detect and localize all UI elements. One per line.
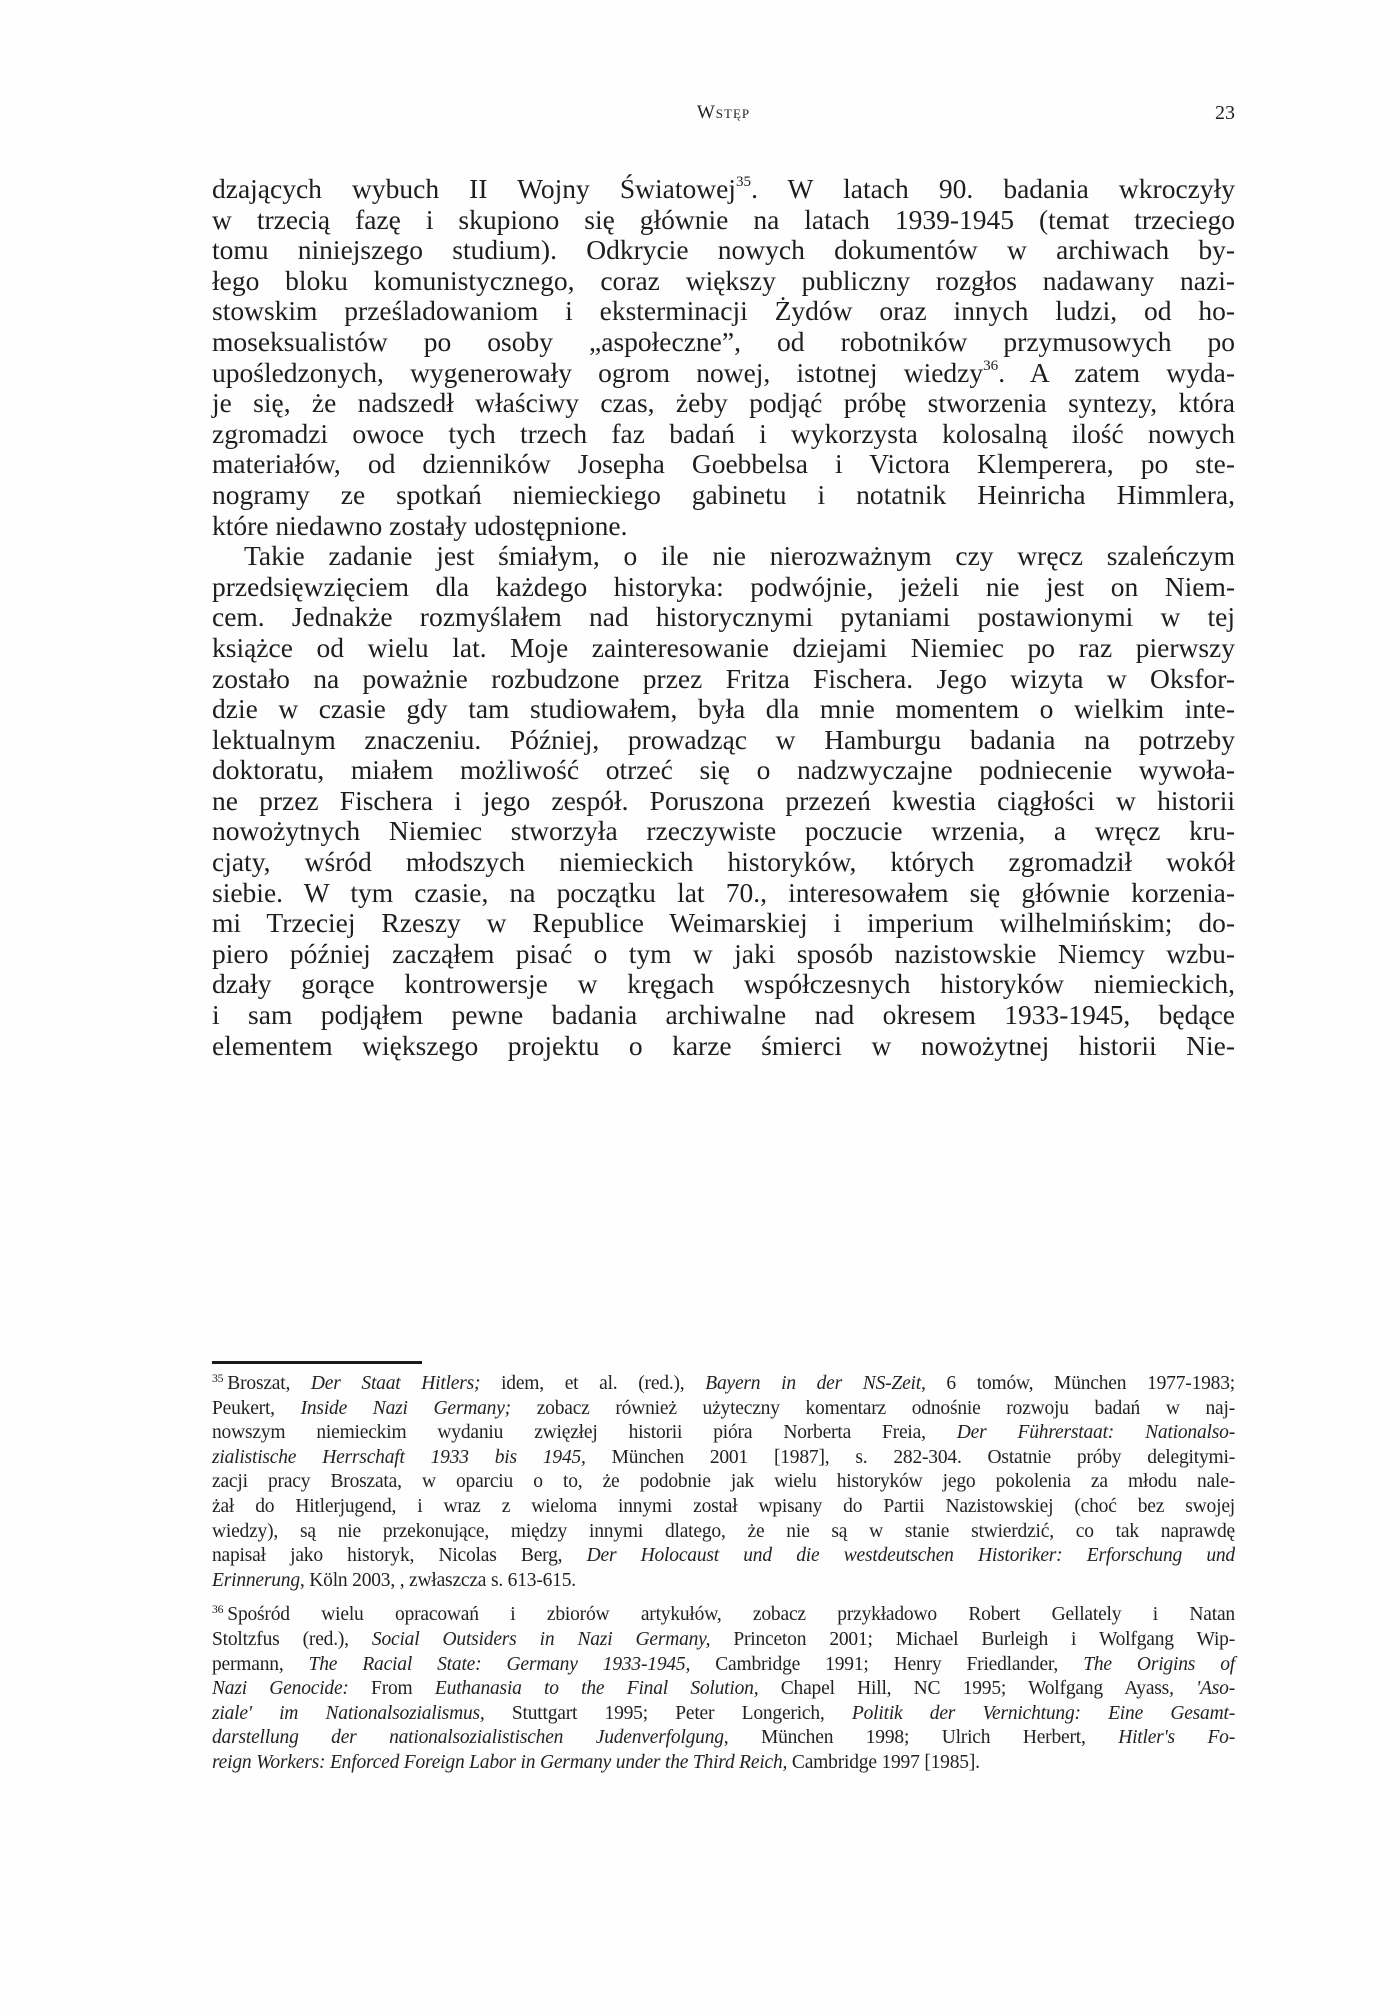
text-line: w trzecią fazę i skupiono się głównie na latach 1939-1945 (temat trzeciego bbox=[212, 203, 1235, 235]
footnote-line bbox=[212, 1372, 1235, 1397]
citation-title: The Origins of bbox=[1083, 1653, 1235, 1675]
text-line: elementem większego projektu o karze śmierci w nowożytnej historii Nie- bbox=[212, 1029, 1235, 1061]
text-line: łego bloku komunistycznego, coraz większy publiczny rozgłos nadawany nazi- bbox=[212, 264, 1235, 296]
citation-text: wiedzy), są nie przekonujące, między innymi dlatego, że nie są w stanie stwierdzić, co tak naprawdę bbox=[212, 1520, 1235, 1542]
footnote-line bbox=[212, 1653, 1235, 1678]
citation-text: München 1998; Ulrich Herbert, bbox=[728, 1727, 1119, 1749]
chapter-title: Wstęp bbox=[696, 102, 751, 123]
citation-text: München 2001 [1987], s. 282-304. Ostatnie próby delegitymi- bbox=[585, 1446, 1235, 1468]
citation-text: Broszat, bbox=[227, 1373, 311, 1394]
text-line: piero później zacząłem pisać o tym w jaki sposób nazistowskie Niemcy wzbu- bbox=[212, 937, 1235, 969]
text-line: które niedawno zostały udostępnione. bbox=[212, 509, 628, 541]
footnote-reference[interactable]: 36 bbox=[983, 357, 999, 374]
citation-text: Spośród wielu opracowań i zbiorów artykułów, zobacz przykładowo Robert Gellately i Natan bbox=[227, 1604, 1235, 1626]
citation-text: idem, et al. (red.), bbox=[480, 1373, 706, 1394]
citation-title: darstellung der nationalsozialistischen Judenverfolgung, bbox=[212, 1727, 729, 1749]
citation-title: Euthanasia to the Final Solution, bbox=[434, 1678, 759, 1700]
footnote-separator bbox=[212, 1361, 422, 1364]
text-line: materiałów, od dzienników Josepha Goebbelsa i Victora Klemperera, po ste- bbox=[212, 448, 1235, 480]
paragraph bbox=[212, 174, 1235, 541]
citation-title: Nazi Genocide: bbox=[212, 1678, 349, 1700]
text-line: przedsięwzięciem dla każdego historyka: podwójnie, jeżeli nie jest on Niem- bbox=[212, 570, 1235, 602]
citation-text: Princeton 2001; Michael Burleigh i Wolfgang Wip- bbox=[710, 1628, 1235, 1650]
citation-text: Stoltzfus (red.), bbox=[212, 1628, 372, 1650]
citation-text: Cambridge 1997 [1985]. bbox=[787, 1751, 980, 1773]
text-line: zgromadzi owoce tych trzech faz badań i wykorzysta kolosalną ilość nowych bbox=[212, 417, 1235, 449]
citation-title: reign Workers: Enforced Foreign Labor in Germany under the Third Reich, bbox=[212, 1751, 788, 1773]
footnote-line bbox=[212, 1470, 1235, 1495]
footnote-35 bbox=[212, 1372, 1235, 1593]
citation-text: 6 tomów, München 1977-1983; bbox=[925, 1373, 1235, 1394]
citation-title: Erinnerung, bbox=[212, 1569, 305, 1591]
citation-title: Der Holocaust und die westdeutschen Historiker: Erforschung und bbox=[586, 1545, 1235, 1567]
main-text bbox=[212, 174, 1235, 1061]
page-number: 23 bbox=[1215, 102, 1235, 124]
citation-title: Inside Nazi Germany; bbox=[300, 1397, 511, 1419]
citation-text: Chapel Hill, NC 1995; Wolfgang Ayass, bbox=[758, 1678, 1197, 1700]
footnote-line bbox=[212, 1569, 1235, 1594]
paragraph bbox=[212, 541, 1235, 1061]
text-line: moseksualistów po osoby „aspołeczne”, od robotników przymusowych po bbox=[212, 325, 1235, 357]
text-line: upośledzonych, wygenerowały ogrom nowej, istotnej wiedzy$^{36}$. A zatem wyda- bbox=[212, 356, 1235, 388]
footnote-number: 36 bbox=[212, 1603, 224, 1617]
citation-text: zacji pracy Broszata, w oparciu o to, że podobnie jak wielu historyków jego pokolenia za młodu nale- bbox=[212, 1471, 1235, 1493]
footnote-line bbox=[212, 1628, 1235, 1653]
text-line: dzały gorące kontrowersje w kręgach współczesnych historyków niemieckich, bbox=[212, 968, 1235, 1000]
citation-title: Social Outsiders in Nazi Germany, bbox=[371, 1628, 711, 1650]
citation-title: Politik der Vernichtung: Eine Gesamt- bbox=[851, 1702, 1235, 1724]
citation-text: nowszym niemieckim wydaniu zwięzłej historii pióra Norberta Freia, bbox=[212, 1422, 957, 1444]
running-header bbox=[212, 102, 1235, 132]
citation-title: ziale' im Nationalsozialismus, bbox=[212, 1702, 485, 1724]
citation-text: Köln 2003, , zwłaszcza s. 613-615. bbox=[304, 1569, 576, 1591]
citation-title: Bayern in der NS-Zeit, bbox=[705, 1373, 926, 1394]
footnote-number: 35 bbox=[212, 1371, 224, 1385]
text-line: lektualnym znaczeniu. Później, prowadząc w Hamburgu badania na potrzeby bbox=[212, 723, 1235, 755]
text-line: zostało na poważnie rozbudzone przez Fritza Fischera. Jego wizyta w Oksfor- bbox=[212, 662, 1235, 694]
text-line: ne przez Fischera i jego zespół. Poruszona przezeń kwestia ciągłości w historii bbox=[212, 784, 1235, 816]
citation-title: Der Staat Hitlers; bbox=[310, 1373, 481, 1394]
citation-title: zialistische Herrschaft 1933 bis 1945, bbox=[212, 1446, 586, 1468]
citation-title: Hitler's Fo- bbox=[1118, 1727, 1236, 1749]
footnote-36 bbox=[212, 1603, 1235, 1775]
footnote-line bbox=[212, 1495, 1235, 1520]
text-line: i sam podjąłem pewne badania archiwalne nad okresem 1933-1945, będące bbox=[212, 999, 1235, 1031]
citation-text: zobacz również użyteczny komentarz odnośnie rozwoju badań w naj- bbox=[510, 1397, 1235, 1419]
footnote-line bbox=[212, 1520, 1235, 1545]
footnote-line bbox=[212, 1726, 1235, 1751]
footnote-line bbox=[212, 1702, 1235, 1727]
citation-text: From bbox=[348, 1678, 435, 1700]
footnotes bbox=[212, 1372, 1235, 1786]
text-line: cjaty, wśród młodszych niemieckich historyków, których zgromadził wokół bbox=[212, 846, 1235, 878]
footnote-line bbox=[212, 1751, 1235, 1776]
text-line: cem. Jednakże rozmyślałem nad historycznymi pytaniami postawionymi w tej bbox=[212, 601, 1235, 633]
text-line: Takie zadanie jest śmiałym, o ile nie nierozważnym czy wręcz szaleńczym bbox=[244, 540, 1235, 572]
text-line: nowożytnych Niemiec stworzyła rzeczywiste poczucie wrzenia, a wręcz kru- bbox=[212, 815, 1235, 847]
text-line: je się, że nadszedł właściwy czas, żeby podjąć próbę stworzenia syntezy, która bbox=[212, 387, 1235, 419]
text-line: nogramy ze spotkań niemieckiego gabinetu i notatnik Heinricha Himmlera, bbox=[212, 478, 1235, 510]
text-line: mi Trzeciej Rzeszy w Republice Weimarskiej i imperium wilhelmińskim; do- bbox=[212, 907, 1235, 939]
text-line: siebie. W tym czasie, na początku lat 70., interesowałem się głównie korzenia- bbox=[212, 876, 1235, 908]
text-line: książce od wielu lat. Moje zainteresowanie dziejami Niemiec po raz pierwszy bbox=[212, 631, 1235, 663]
citation-title: Der Führerstaat: Nationalso- bbox=[956, 1422, 1235, 1444]
citation-text: Peukert, bbox=[212, 1397, 301, 1419]
text-line: tomu niniejszego studium). Odkrycie nowych dokumentów w archiwach by- bbox=[212, 234, 1235, 266]
footnote-line bbox=[212, 1603, 1235, 1628]
citation-text: żał do Hitlerjugend, i wraz z wieloma innymi został wpisany do Partii Nazistowskiej (choć bez swojej bbox=[212, 1495, 1235, 1517]
text-line: stowskim prześladowaniom i eksterminacji Żydów oraz innych ludzi, od ho- bbox=[212, 295, 1235, 327]
citation-text: napisał jako historyk, Nicolas Berg, bbox=[212, 1545, 587, 1567]
citation-text: permann, bbox=[212, 1653, 309, 1675]
text-line: doktoratu, miałem możliwość otrzeć się o nadzwyczajne podniecenie wywoła- bbox=[212, 754, 1235, 786]
text-line: dzających wybuch II Wojny Światowej$^{35}$. W latach 90. badania wkroczyły bbox=[212, 173, 1236, 204]
footnote-line bbox=[212, 1397, 1235, 1422]
footnote-line bbox=[212, 1544, 1235, 1569]
citation-text: Stuttgart 1995; Peter Longerich, bbox=[484, 1702, 852, 1724]
citation-title: 'Aso- bbox=[1196, 1678, 1236, 1700]
citation-title: The Racial State: Germany 1933-1945, bbox=[308, 1653, 691, 1675]
footnote-reference[interactable]: 35 bbox=[735, 173, 752, 190]
footnote-line bbox=[212, 1677, 1235, 1702]
footnote-line bbox=[212, 1446, 1235, 1471]
citation-text: Cambridge 1991; Henry Friedlander, bbox=[690, 1653, 1084, 1675]
footnote-line bbox=[212, 1421, 1235, 1446]
text-line: dzie w czasie gdy tam studiowałem, była dla mnie momentem o wielkim inte- bbox=[212, 693, 1235, 725]
